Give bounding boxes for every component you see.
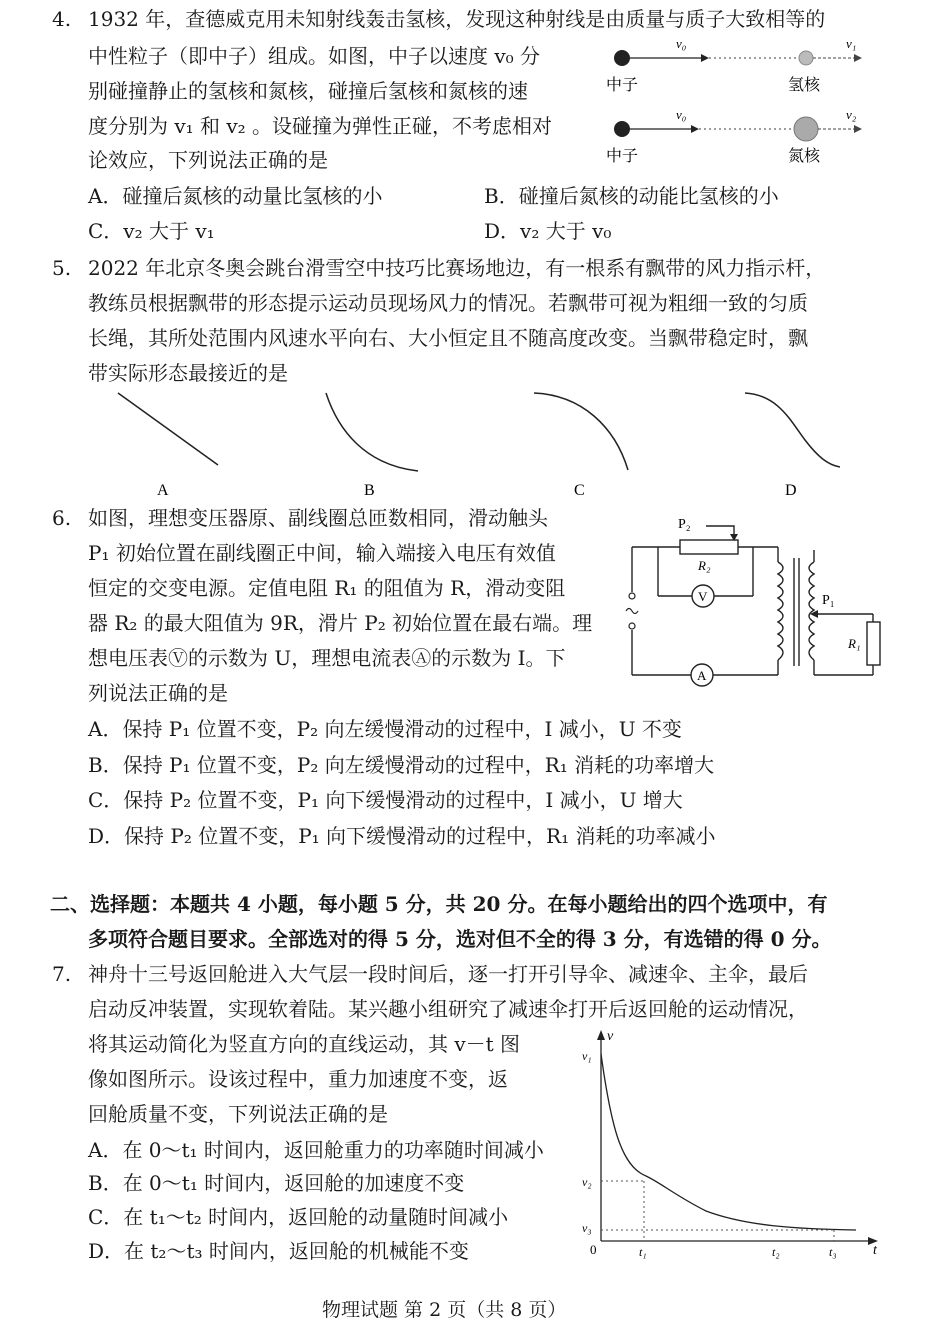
q7-stem-line-5: 回舱质量不变，下列说法正确的是	[88, 1102, 388, 1126]
resistor-r1	[867, 622, 880, 665]
page-footer: 物理试题 第 2 页（共 8 页）	[322, 1299, 567, 1321]
ac-terminal-top	[629, 593, 635, 599]
q4-stem-line-5: 论效应，下列说法正确的是	[88, 148, 328, 172]
q7-option-d: D．在 t₂～t₃ 时间内，返回舱的机械能不变	[88, 1239, 469, 1263]
q5-stem-line-1: 2022 年北京冬奥会跳台滑雪空中技巧比赛场地边，有一根系有飘带的风力指示杆，	[88, 256, 826, 280]
neutron-label-top: 中子	[606, 77, 639, 94]
q6-number: 6.	[52, 506, 72, 530]
ribbon-shape-a	[118, 393, 218, 465]
q7-option-c: C．在 t₁～t₂ 时间内，返回舱的动量随时间减小	[88, 1205, 509, 1229]
v1-arrowhead	[854, 54, 862, 62]
section2-heading-line-1: 二、选择题：本题共 4 小题，每小题 5 分，共 20 分。在每小题给出的四个选项中，有	[50, 892, 828, 916]
q7-stem-line-3: 将其运动简化为竖直方向的直线运动，其 v－t 图	[88, 1032, 521, 1056]
q5-stem-line-2: 教练员根据飘带的形态提示运动员现场风力的情况。若飘带可视为粗细一致的匀质	[88, 291, 808, 315]
nitrogen-label: 氮核	[788, 148, 821, 165]
q4-option-b: B．碰撞后氮核的动能比氢核的小	[484, 184, 779, 208]
ribbon-shape-d	[745, 393, 840, 467]
q7-option-a: A．在 0～t₁ 时间内，返回舱重力的功率随时间减小	[88, 1138, 544, 1162]
q6-option-c: C．保持 P₂ 位置不变，P₁ 向下缓慢滑动的过程中，I 减小，U 增大	[88, 788, 683, 812]
secondary-coil	[809, 562, 814, 660]
v3-tick-label: v₃	[582, 1221, 592, 1235]
t1-tick-label: t₁	[639, 1245, 647, 1259]
t3-tick-label: t₃	[829, 1245, 837, 1259]
slider-p2	[706, 526, 734, 538]
v0-arrowhead-top	[701, 54, 709, 62]
ribbon-label-a: A	[157, 482, 169, 499]
v-axis-label: v	[607, 1029, 614, 1044]
q7-stem-line-2: 启动反冲装置，实现软着陆。某兴趣小组研究了减速伞打开后返回舱的运动情况，	[88, 997, 808, 1021]
q6-option-b: B．保持 P₁ 位置不变，P₂ 向左缓慢滑动的过程中，R₁ 消耗的功率增大	[88, 753, 715, 777]
q4-collision-figure	[596, 34, 876, 174]
q7-number: 7.	[52, 962, 72, 986]
neutron-ball-top	[614, 50, 630, 66]
v1-label: v₁	[846, 36, 857, 51]
q4-option-c: C．v₂ 大于 v₁	[88, 219, 215, 243]
ammeter-label: A	[697, 668, 707, 683]
neutron-label-bottom: 中子	[606, 148, 639, 165]
ac-source-symbol	[626, 609, 638, 614]
q6-stem-line-4: 器 R₂ 的最大阻值为 9R，滑片 P₂ 初始位置在最右端。理	[88, 611, 593, 635]
q5-stem-line-3: 长绳，其所处范围内风速水平向右、大小恒定且不随高度改变。当飘带稳定时，飘	[88, 326, 808, 350]
v1-tick-label: v₁	[582, 1049, 592, 1063]
neutron-ball-bottom	[614, 121, 630, 137]
v2-label: v₂	[846, 107, 857, 122]
q4-stem-line-2: 中性粒子（即中子）组成。如图，中子以速度 v₀ 分	[88, 44, 541, 68]
r2-label: R₂	[698, 558, 711, 573]
q7-vt-graph	[576, 1026, 886, 1262]
p2-label: P₂	[678, 517, 691, 532]
q4-stem-line-3: 别碰撞静止的氢核和氮核，碰撞后氢核和氮核的速	[88, 79, 528, 103]
q7-stem-line-4: 像如图所示。设该过程中，重力加速度不变，返	[88, 1067, 508, 1091]
voltmeter-label: V	[698, 589, 708, 604]
q6-stem-line-5: 想电压表Ⓥ的示数为 U，理想电流表Ⓐ的示数为 I。下	[88, 646, 566, 670]
t-axis-label: t	[873, 1243, 877, 1258]
primary-coil	[778, 562, 783, 660]
v2-tick-label: v₂	[582, 1175, 592, 1189]
q6-option-d: D．保持 P₂ 位置不变，P₁ 向下缓慢滑动的过程中，R₁ 消耗的功率减小	[88, 824, 716, 848]
ac-terminal-bottom	[629, 623, 635, 629]
vt-curve	[601, 1054, 856, 1230]
hydrogen-label: 氢核	[788, 77, 821, 94]
v2-arrowhead	[854, 125, 862, 133]
q6-stem-line-1: 如图，理想变压器原、副线圈总匝数相同，滑动触头	[88, 506, 548, 530]
q7-stem-line-1: 神舟十三号返回舱进入大气层一段时间后，逐一打开引导伞、减速伞、主伞，最后	[88, 962, 808, 986]
q6-option-a: A．保持 P₁ 位置不变，P₂ 向左缓慢滑动的过程中，I 减小，U 不变	[88, 717, 682, 741]
q6-stem-line-2: P₁ 初始位置在副线圈正中间，输入端接入电压有效值	[88, 541, 556, 565]
r1-label: R₁	[848, 636, 861, 651]
q4-option-a: A．碰撞后氮核的动量比氢核的小	[88, 184, 383, 208]
ribbon-label-d: D	[785, 482, 797, 499]
section2-heading-line-2: 多项符合题目要求。全部选对的得 5 分，选对但不全的得 3 分，有选错的得 0 分。	[88, 927, 832, 951]
ribbon-label-c: C	[574, 482, 585, 499]
q4-stem-line-1: 1932 年，查德威克用未知射线轰击氢核，发现这种射线是由质量与质子大致相等的	[88, 7, 826, 31]
ribbon-shape-c	[534, 393, 628, 470]
q6-circuit-diagram	[618, 510, 888, 695]
hydrogen-ball	[799, 51, 813, 65]
rheostat-r2	[680, 540, 738, 554]
q6-stem-line-3: 恒定的交变电源。定值电阻 R₁ 的阻值为 R，滑动变阻	[88, 576, 566, 600]
q6-stem-line-6: 列说法正确的是	[88, 681, 228, 705]
q4-number: 4.	[52, 7, 72, 31]
v0-arrowhead-bottom	[691, 125, 699, 133]
ribbon-label-b: B	[364, 482, 375, 499]
q5-number: 5.	[52, 256, 72, 280]
v0-label-bottom: v₀	[676, 107, 687, 122]
q4-stem-line-4: 度分别为 v₁ 和 v₂ 。设碰撞为弹性正碰，不考虑相对	[88, 114, 553, 138]
q5-stem-line-4: 带实际形态最接近的是	[88, 361, 288, 385]
origin-label: 0	[590, 1242, 597, 1257]
q7-option-b: B．在 0～t₁ 时间内，返回舱的加速度不变	[88, 1171, 465, 1195]
ribbon-shape-b	[326, 393, 418, 471]
v0-label-top: v₀	[676, 36, 687, 51]
p1-label: P₁	[822, 593, 835, 608]
nitrogen-ball	[794, 117, 818, 141]
q5-ribbon-choices	[100, 385, 840, 500]
v-axis-arrowhead	[597, 1030, 605, 1040]
t2-tick-label: t₂	[772, 1245, 780, 1259]
q4-option-d: D．v₂ 大于 v₀	[484, 219, 612, 243]
